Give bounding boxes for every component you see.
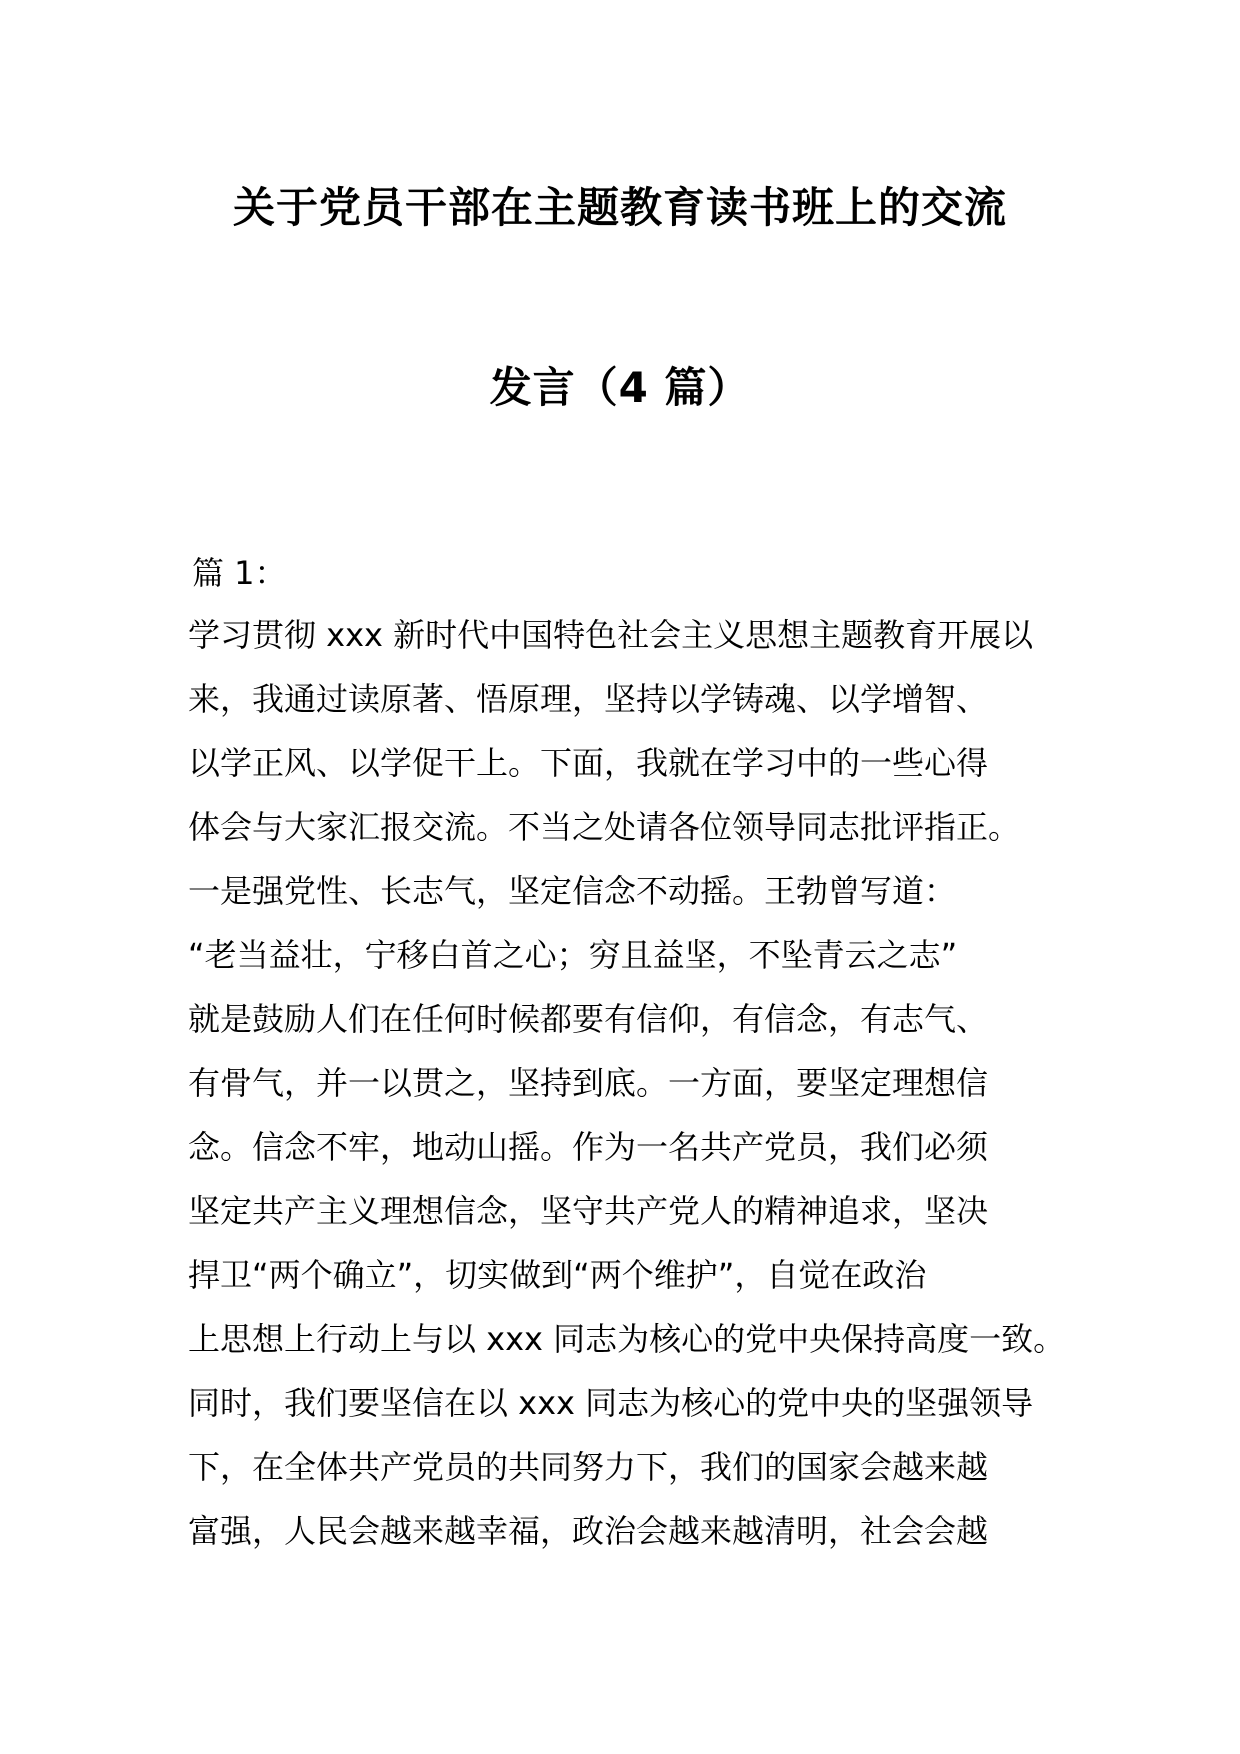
body-line: 念。信念不牢，地动山摇。作为一名共产党员，我们必须 <box>188 1128 989 1166</box>
body-line: 有骨气，并一以贯之，坚持到底。一方面，要坚定理想信 <box>188 1064 989 1102</box>
body-line: 学习贯彻 xxx 新时代中国特色社会主义思想主题教育开展以 <box>188 616 1034 654</box>
body-line: 就是鼓励人们在任何时候都要有信仰，有信念，有志气、 <box>188 1000 989 1038</box>
document-title-line-2: 发言（4 篇） <box>489 363 751 412</box>
body-line: 上思想上行动上与以 xxx 同志为核心的党中央保持高度一致。 <box>188 1320 1066 1358</box>
body-line: 一是强党性、长志气，坚定信念不动摇。王勃曾写道： <box>188 872 957 910</box>
body-line: “老当益壮，宁移白首之心；穷且益坚，不坠青云之志” <box>188 936 958 974</box>
body-line: 坚定共产主义理想信念，坚守共产党人的精神追求，坚决 <box>188 1192 989 1230</box>
body-line: 捍卫“两个确立”，切实做到“两个维护”，自觉在政治 <box>188 1256 927 1294</box>
body-line: 来，我通过读原著、悟原理，坚持以学铸魂、以学增智、 <box>188 680 989 718</box>
body-line: 体会与大家汇报交流。不当之处请各位领导同志批评指正。 <box>188 808 1021 846</box>
body-line: 同时，我们要坚信在以 xxx 同志为核心的党中央的坚强领导 <box>188 1384 1034 1422</box>
body-line: 富强，人民会越来越幸福，政治会越来越清明，社会会越 <box>188 1512 989 1550</box>
body-line: 以学正风、以学促干上。下面，我就在学习中的一些心得 <box>188 744 989 782</box>
body-line: 下，在全体共产党员的共同努力下，我们的国家会越来越 <box>188 1448 989 1486</box>
document-title-line-1: 关于党员干部在主题教育读书班上的交流 <box>232 183 1007 232</box>
section-label: 篇 1： <box>192 554 287 592</box>
